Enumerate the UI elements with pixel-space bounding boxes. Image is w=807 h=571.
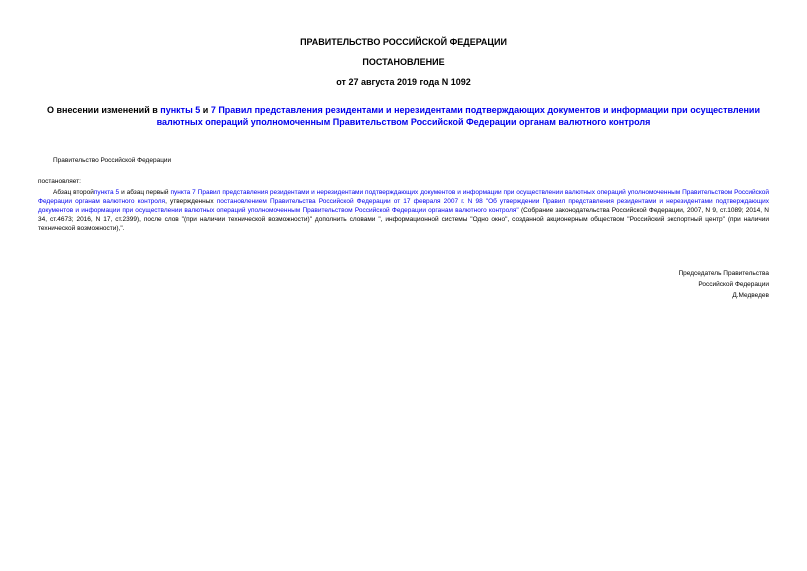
body-link-point-7[interactable]: пункта 7 Правил представления резидентами и нерезидентами подтверждающих документов и информации при осуществлении валютных операций уполномоченным Правительством Российской Федерации органам валютного контроля bbox=[38, 189, 770, 205]
heading-link-points[interactable]: пункты 5 bbox=[160, 105, 201, 115]
document-heading bbox=[38, 104, 769, 128]
body-paragraph bbox=[38, 188, 769, 233]
decree-word: постановляет: bbox=[38, 178, 81, 185]
body-link-point-5[interactable]: пункта 5 bbox=[93, 189, 120, 196]
heading-prefix: О внесении изменений в bbox=[46, 105, 161, 115]
body-text-3: , утвержденных bbox=[165, 198, 217, 205]
government-title: ПРАВИТЕЛЬСТВО РОССИЙСКОЙ ФЕДЕРАЦИИ bbox=[300, 37, 507, 47]
document-date-number: от 27 августа 2019 года N 1092 bbox=[336, 77, 471, 87]
body-text-2: и абзац первый bbox=[119, 189, 171, 196]
intro-text: Правительство Российской Федерации bbox=[53, 157, 172, 164]
body-link-resolution[interactable]: постановлением Правительства Российской Федерации от 17 февраля 2007 г. N 98 "Об утверждении Правил представления резидентами и нерезидентами подтверждающих документов и информации при осуществлении валютных операций уполномоченным Правительством Российской Федерации органам валютного контроля" bbox=[38, 198, 769, 214]
body-text-1: Абзац второй bbox=[53, 189, 94, 196]
signature-name: Д.Медведев bbox=[732, 292, 769, 299]
signature-position: Председатель Правительства bbox=[678, 270, 769, 277]
heading-and: и bbox=[200, 105, 211, 115]
signature-organization: Российской Федерации bbox=[698, 281, 769, 288]
heading-link-rules[interactable]: 7 Правил представления резидентами и нерезидентами подтверждающих документов и информации при осуществлении валютных операций уполномоченным Правительством Российской Федерации органам валютного контроля bbox=[156, 105, 760, 127]
document-type: ПОСТАНОВЛЕНИЕ bbox=[362, 57, 445, 67]
body-text-4: (Собрание законодательства Российской Федерации, 2007, N 9, ст.1089; 2014, N 34, ст.4673; 2016, N 17, ст.2399), после слов "(при наличии технической возможности)" дополнить словами ", информационной системы "Одно окно", созданной акционерным обществом "Российский экспортный центр" (при наличии технической возможности),". bbox=[38, 207, 769, 232]
